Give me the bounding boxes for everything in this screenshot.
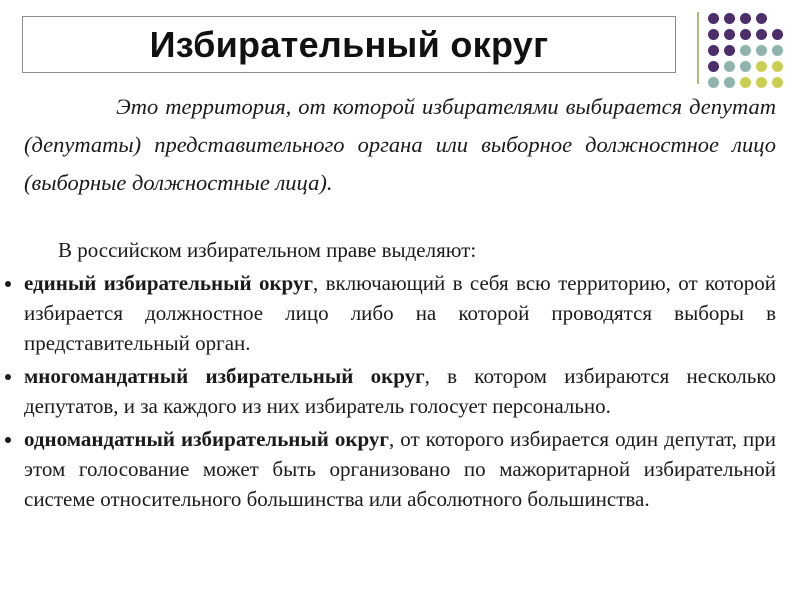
decorative-dot	[724, 13, 735, 24]
decorative-dot	[740, 13, 751, 24]
decorative-dot-grid	[708, 13, 783, 88]
page-title: Избирательный округ	[149, 23, 549, 65]
decorative-dot	[708, 61, 719, 72]
bullet-icon	[5, 437, 11, 443]
list-item-text: , от которого избирается один депутат, при этом голосование может быть организовано по мажоритарной избирательной системе относительного большинства или абсолютного большинства.	[24, 427, 776, 511]
decorative-dot	[708, 77, 719, 88]
decorative-dot	[772, 77, 783, 88]
list-item-term: одномандатный избирательный округ	[24, 427, 389, 451]
bullet-icon	[5, 374, 11, 380]
decorative-divider	[697, 12, 699, 84]
decorative-dot	[740, 77, 751, 88]
decorative-dot	[724, 61, 735, 72]
decorative-dot	[740, 45, 751, 56]
decorative-dot	[772, 29, 783, 40]
title-box	[22, 16, 676, 73]
decorative-dot	[724, 45, 735, 56]
decorative-dot	[756, 13, 767, 24]
decorative-dot	[756, 45, 767, 56]
decorative-dot	[740, 61, 751, 72]
decorative-dot	[708, 29, 719, 40]
list-item-term: многомандатный избирательный округ	[24, 364, 425, 388]
decorative-dot	[756, 29, 767, 40]
definition-paragraph: Это территория, от которой избирателями выбирается депутат (депутаты) представительного органа или выборное должностное лицо (выборные должностные лица).	[24, 94, 776, 195]
decorative-dot	[724, 29, 735, 40]
decorative-dot	[740, 29, 751, 40]
decorative-dot	[708, 45, 719, 56]
list-item	[0, 424, 776, 514]
list-item-term: единый избирательный округ	[24, 271, 313, 295]
list-intro: В российском избирательном праве выделяют:	[58, 238, 477, 262]
list-item-text: , в котором избираются несколько депутатов, и за каждого из них избиратель голосует персонально.	[24, 364, 776, 418]
decorative-dot	[708, 13, 719, 24]
decorative-dot	[756, 61, 767, 72]
list-item	[0, 268, 776, 358]
list-item	[0, 361, 776, 421]
decorative-dot	[772, 61, 783, 72]
bullet-icon	[5, 281, 11, 287]
list-item-text: , включающий в себя всю территорию, от которой избирается должностное лицо либо на которой проводятся выборы в представительный орган.	[24, 271, 776, 355]
decorative-dot	[772, 45, 783, 56]
district-types-list	[0, 268, 776, 517]
decorative-dot	[724, 77, 735, 88]
decorative-dot	[772, 13, 783, 24]
decorative-dot	[756, 77, 767, 88]
